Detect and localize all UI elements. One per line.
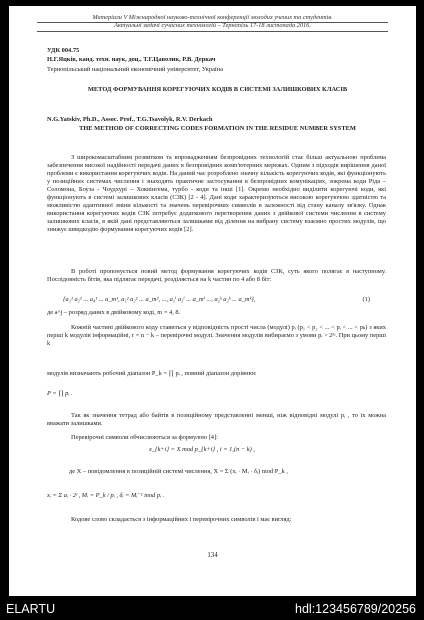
equation-3: x_{k+i} = X mod p_{k+i} , i = 1,(n − k) , [149,446,255,453]
header-rule-1 [37,22,388,23]
title-en: THE METHOD OF CORRECTING CODES FORMATION IN THE RESIDUE NUMBER SYSTEM [79,125,356,132]
header-rule-2 [37,31,388,32]
footer-repository: ELARTU [6,602,56,616]
header-line-1: Матеріали V Міжнародної науково-технічної конференції молодих учених та студентів. [92,14,333,21]
paragraph-codeword: Кодове слово складається з інформаційних і перевірочних символів і має вигляд: [71,516,292,523]
equation-1-number: (1) [362,296,370,303]
paragraph-moduli: Кожній частині двійкового коду ставиться у відповідність прості числа (модулі) pᵢ (p₁ < p₂ < ... < pᵢ < ... < pₖ) з яких перші k модулів інформаційні, r = n − k – перевірочні модулі. Значення модулів вибираємо з умови pᵢ > 2ᵐ. При цьому перші k [47,324,386,347]
equation-1: {a₁¹ a₂¹ ... a₄¹ ... a_m¹, a₁² a₂² ... a_m², ..., a₁ⁱ a₂ⁱ ... a_mⁱ ..., a₁ᵏ a₂ᵏ ... a_mᵏ}, [63,296,256,303]
authors-en: N.G.Yatskiv, Ph.D., Assoc. Prof., T.G.Tsavolyk, R.V. Derkach [47,116,213,123]
equation-2: P = ∏ pᵢ . [47,390,73,397]
equation-4: xᵢ = Σ aᵢ · 2ʲ , Mᵢ = P_k / pᵢ , δᵢ = Mᵢ⁻¹ mod pᵢ . [47,492,165,499]
affiliation: Тернопільський національний економічний університет, Україна [47,66,223,73]
paragraph-digit-definition: де a^j – розряд даних в двійковому коді, m = 4, 8. [47,309,181,316]
footer-bar [0,596,424,620]
page-number: 134 [207,552,218,559]
paragraph-residues: Так як значення тетрад або байтів в позиційному представленні менші, ніж відповідні модулі pᵢ , то їх можна вважати залишками. [47,412,386,427]
udk: УДК 004.75 [47,47,80,54]
paragraph-range: модулів визначають робочий діапазон P_k = ∏ pᵢ , повний діапазон дорівнює [47,370,257,377]
paragraph-method: В роботі пропонується новий метод формування корегуючих кодів СЗК, суть якого полягає в наступному. Послідовність бітів, яка підлягає передачі, розділяється на k частин по 4 або 8 біт: [47,268,386,283]
paragraph-intro: З широкомасштабним розвитком та впровадженням безпровідних технологій стає більш актуальною проблема забезпечення високої надійності передачі даних в безпровідних комп'ютерних мережах. Одним з підходів вирішення даної проблеми є використання корегуючих кодів. На даний час розроблено значну кількість корегуючих кодів, які функціонують у позиційних системах числення і знаходять практичне застосування в безпровідних комунікаціях, зокрема коди Ріда – Соломона, Боуза - Чоудхурі – Хоквінгема, турбо - коди та інші [1]. Окремо необхідно виділити корегуючі коди, які функціонують в системі залишкових класів (СЗК) [2 - 4]. Дані коди характеризуються високою корегуючою здатністю та можливістю адаптивної зміни кількості та значень перевірочних символів в залежності від стану каналу зв'язку. Однак використання корегуючих кодів СЗК потребує додаткового перетворення даних з двійкової системи числення в систему залишкових класів, в якій дані представляються залишками від ділення на вибрану систему взаємно простих модулів, що знижує швидкодію формування корегуючих кодів [2]. [47,154,386,233]
paper-page [9,6,416,596]
paragraph-message: де X – повідомлення в позиційній системі числення, X = Σ (xᵢ · Mᵢ · δᵢ) mod P_k , [69,468,288,475]
footer-handle: hdl:123456789/20256 [295,602,416,616]
paragraph-check-symbols: Перевірочні символи обчислюються за формулою [4]: [71,434,218,441]
authors-ua: Н.Г.Яцків, канд. техн. наук, доц., Т.Г.Цаволик, Р.В. Деркач [47,56,216,63]
header-line-2: Актуальні задачі сучасних технологій – Тернопіль 17-18 листопада 2016. [114,22,311,29]
title-ua: МЕТОД ФОРМУВАННЯ КОРЕГУЮЧИХ КОДІВ В СИСТЕМІ ЗАЛИШКОВИХ КЛАСІВ [87,86,348,93]
